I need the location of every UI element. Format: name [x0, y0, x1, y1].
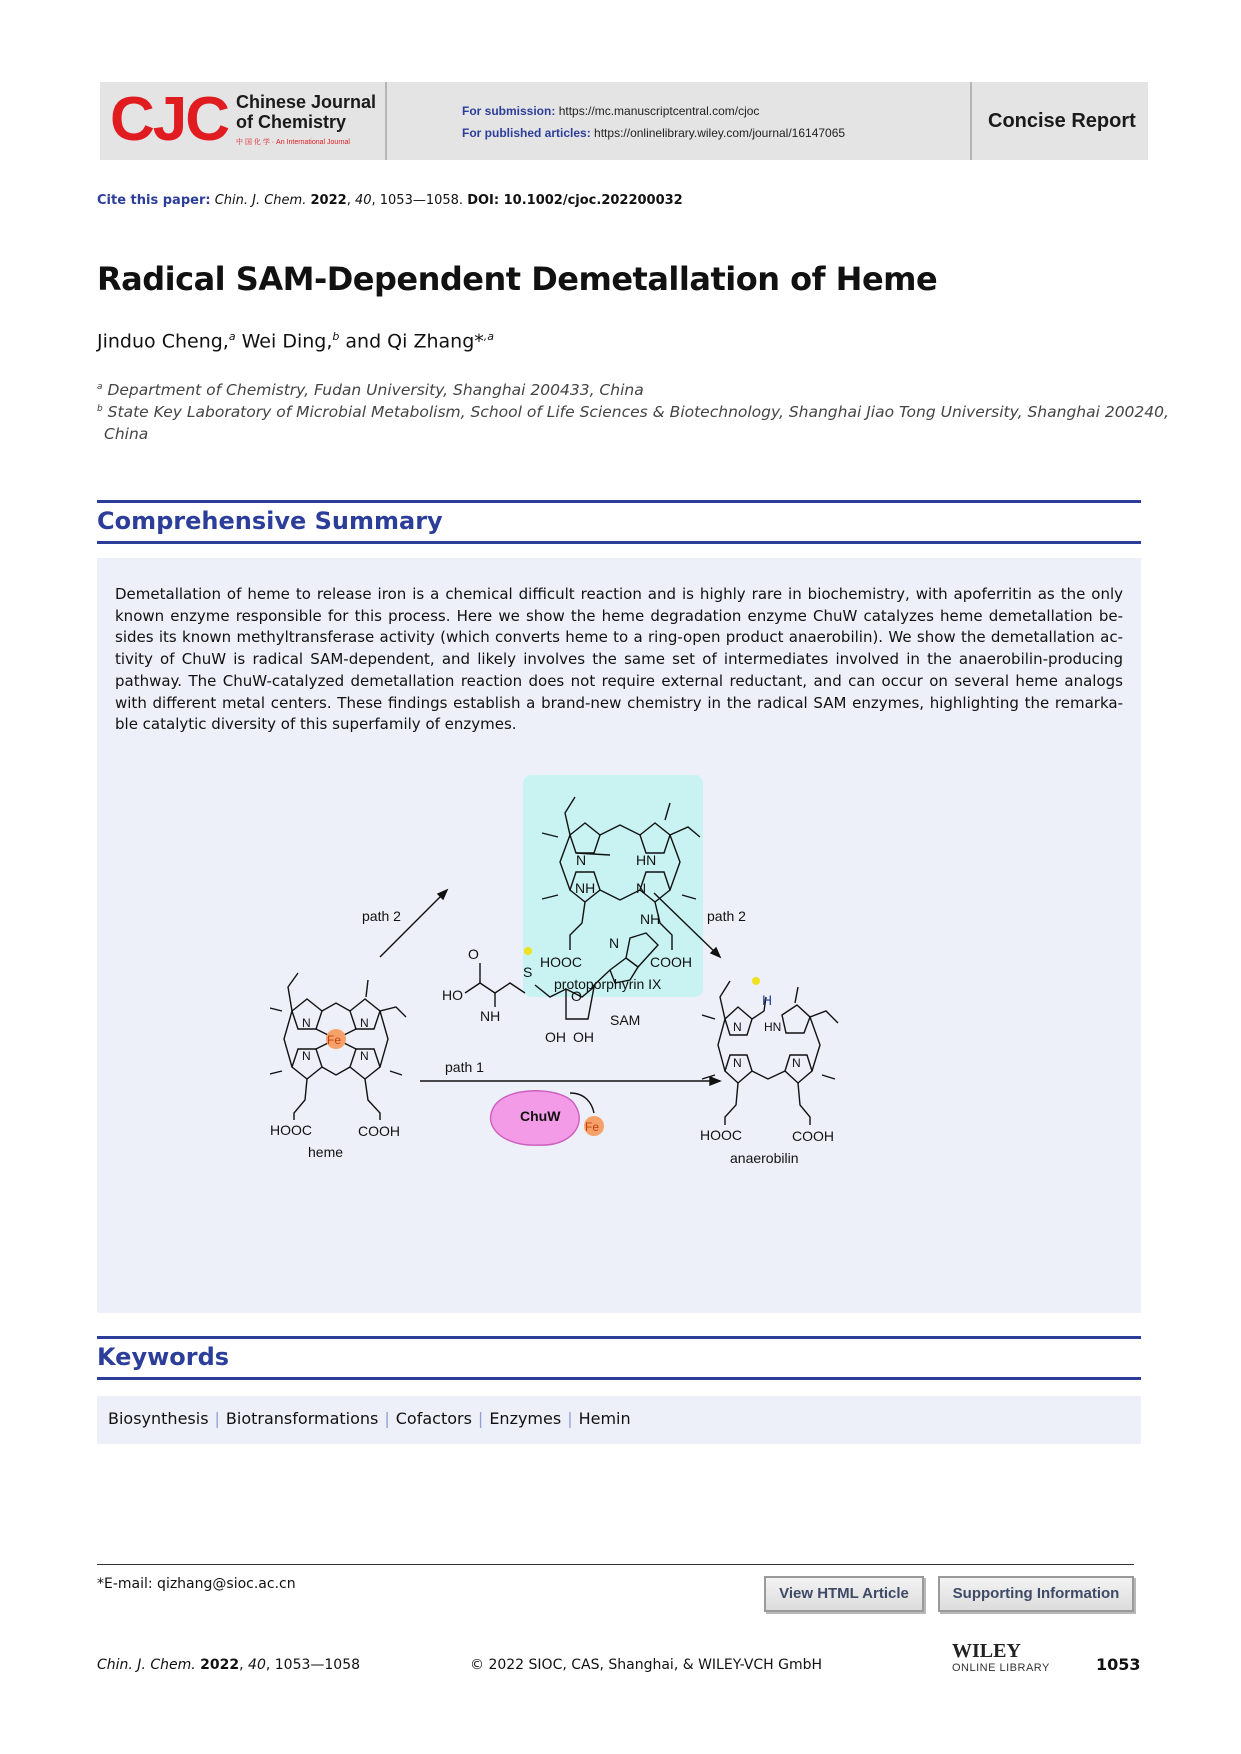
page-number: 1053: [1096, 1655, 1141, 1674]
radical-dot: [524, 947, 532, 955]
journal-logo: CJC: [110, 85, 229, 154]
path2-label-right: path 2: [707, 908, 746, 924]
o-atom: O: [468, 946, 479, 962]
journal-name-line2: of Chemistry: [236, 112, 347, 132]
sam-label: SAM: [610, 1012, 641, 1028]
heme-label: heme: [308, 1144, 344, 1160]
keyword[interactable]: Enzymes: [489, 1409, 562, 1428]
oh-group: OH: [545, 1029, 566, 1045]
fe-label: Fe: [585, 1120, 600, 1134]
wiley-logo: WILEY: [952, 1640, 1021, 1662]
nh2-group: NH: [640, 911, 661, 927]
anaerobilin-label: anaerobilin: [730, 1150, 799, 1166]
cite-volume: 40: [354, 193, 372, 208]
oh-group: OH: [573, 1029, 594, 1045]
published-url[interactable]: https://onlinelibrary.wiley.com/journal/16147065: [594, 126, 846, 140]
cooh-group: COOH: [358, 1123, 400, 1139]
submission-label: For submission: [462, 104, 552, 118]
hn-group: HN: [764, 1020, 782, 1034]
keyword[interactable]: Hemin: [578, 1409, 631, 1428]
author-name: and Qi Zhang*: [339, 330, 484, 353]
n-atom: N: [360, 1049, 369, 1063]
nh-group: NH: [575, 880, 596, 896]
cite-doi[interactable]: DOI: 10.1002/cjoc.202200032: [467, 193, 683, 208]
wiley-online-library: ONLINE LIBRARY: [952, 1662, 1050, 1674]
supporting-information-button[interactable]: Supporting Information: [938, 1576, 1134, 1612]
published-label: For published articles: [462, 126, 587, 140]
graphical-abstract-scheme: [270, 775, 970, 1305]
s-atom: S: [523, 964, 533, 980]
author-name: Wei Ding,: [235, 330, 333, 353]
n-atom: N: [302, 1016, 311, 1030]
keyword-list: Biosynthesis | Biotransformations | Cofactors | Enzymes | Hemin: [108, 1409, 631, 1428]
view-html-article-button[interactable]: View HTML Article: [764, 1576, 924, 1612]
section-rule-top: [97, 1336, 1141, 1339]
cite-year: 2022: [310, 193, 347, 208]
cite-this-paper: Cite this paper: Chin. J. Chem. 2022, 40, 1053—1058. DOI: 10.1002/cjoc.202200032: [97, 193, 683, 208]
keywords-heading: Keywords: [97, 1343, 230, 1371]
journal-subline: 中 国 化 学 · An International Journal: [236, 139, 350, 146]
journal-name-line1: Chinese Journal: [236, 92, 377, 112]
published-line: For published articles: https://onlinelibrary.wiley.com/journal/16147065: [462, 126, 846, 140]
n-atom: N: [792, 1056, 801, 1070]
cite-journal: Chin. J. Chem.: [214, 193, 307, 208]
footer-citation: Chin. J. Chem. 2022, 40, 1053—1058: [97, 1657, 361, 1673]
summary-heading: Comprehensive Summary: [97, 507, 443, 535]
heme-structure: [270, 973, 406, 1160]
submission-line: For submission: https://mc.manuscriptcentral.com/cjoc: [462, 104, 760, 118]
ho-group: HO: [442, 987, 463, 1003]
fe-label: Fe: [327, 1033, 342, 1047]
anaerobilin-structure: [700, 977, 838, 1166]
keyword[interactable]: Cofactors: [395, 1409, 472, 1428]
n-atom: N: [576, 852, 587, 868]
header-divider: [385, 82, 387, 160]
n-atom: N: [360, 1016, 369, 1030]
author-list: [97, 330, 494, 352]
hooc-group: HOOC: [540, 954, 582, 970]
hn-group: HN: [636, 852, 657, 868]
header-divider: [970, 82, 972, 160]
author-affil-mark: a: [228, 330, 236, 343]
affiliation-a: $^a$ Department of Chemistry, Fudan University, Shanghai 200433, China: [97, 381, 644, 399]
paper-title: Radical SAM-Dependent Demetallation of Heme: [97, 260, 938, 298]
n-atom: N: [733, 1020, 742, 1034]
n-atom: N: [733, 1056, 742, 1070]
n-atom: N: [302, 1049, 311, 1063]
author-name: Jinduo Cheng,: [97, 330, 229, 353]
o-atom: O: [571, 988, 582, 1004]
n-atom: N: [636, 880, 647, 896]
protoporphyrin-label: protoporphyrin IX: [554, 976, 662, 992]
author-affil-mark: ,a: [483, 330, 495, 343]
cite-pages: 1053—1058.: [379, 193, 464, 208]
submission-url[interactable]: https://mc.manuscriptcentral.com/cjoc: [558, 104, 760, 118]
section-rule-top: [97, 500, 1141, 503]
copyright: © 2022 SIOC, CAS, Shanghai, & WILEY-VCH GmbH: [470, 1657, 823, 1673]
footer-rule: [97, 1564, 1134, 1565]
highlight-h: H: [762, 992, 773, 1008]
nh2-group: NH: [480, 1008, 501, 1024]
section-rule-bottom: [97, 541, 1141, 544]
author-affil-mark: b: [332, 330, 340, 343]
n-atom: N: [609, 935, 620, 951]
article-type: Concise Report: [988, 110, 1136, 132]
section-rule-bottom: [97, 1377, 1141, 1380]
enzyme-label: ChuW: [520, 1108, 561, 1124]
cite-label: Cite this paper:: [97, 193, 211, 208]
cooh-group: COOH: [792, 1128, 834, 1144]
cooh-group: COOH: [650, 954, 692, 970]
hooc-group: HOOC: [270, 1122, 312, 1138]
affiliation-b: $^b$ State Key Laboratory of Microbial Metabolism, School of Life Sciences & Biotechnology, Shanghai Jiao Tong University, Shanghai 200240,: [97, 403, 1169, 421]
corresponding-email[interactable]: *E-mail: qizhang@sioc.ac.cn: [97, 1576, 296, 1592]
path2-label-left: path 2: [362, 908, 401, 924]
hooc-group: HOOC: [700, 1127, 742, 1143]
summary-text: Demetallation of heme to release iron is a chemical difficult reaction and is highly rare in biochemistry, with apoferritin as the only known enzyme responsible for this process. Here we show the heme degradation enzyme ChuW catalyzes heme demetallation besides its known methyltransferase activity (which converts heme to a ring-open product anaerobilin). We show the demetallation activity of ChuW is radical SAM-dependent, and likely involves the same set of intermediates involved in the anaerobilin-producing pathway. The ChuW-catalyzed demetallation reaction does not require external reductant, and can occur on several heme analogs with different metal centers. These findings establish a brand-new chemistry in the radical SAM enzymes, highlighting the remarkable catalytic diversity of this superfamily of enzymes.: [115, 585, 1123, 734]
path1-label: path 1: [445, 1059, 484, 1075]
radical-dot: [752, 977, 760, 985]
keyword[interactable]: Biosynthesis: [108, 1409, 209, 1428]
keyword[interactable]: Biotransformations: [225, 1409, 379, 1428]
affiliation-b-continued: China: [104, 425, 149, 443]
